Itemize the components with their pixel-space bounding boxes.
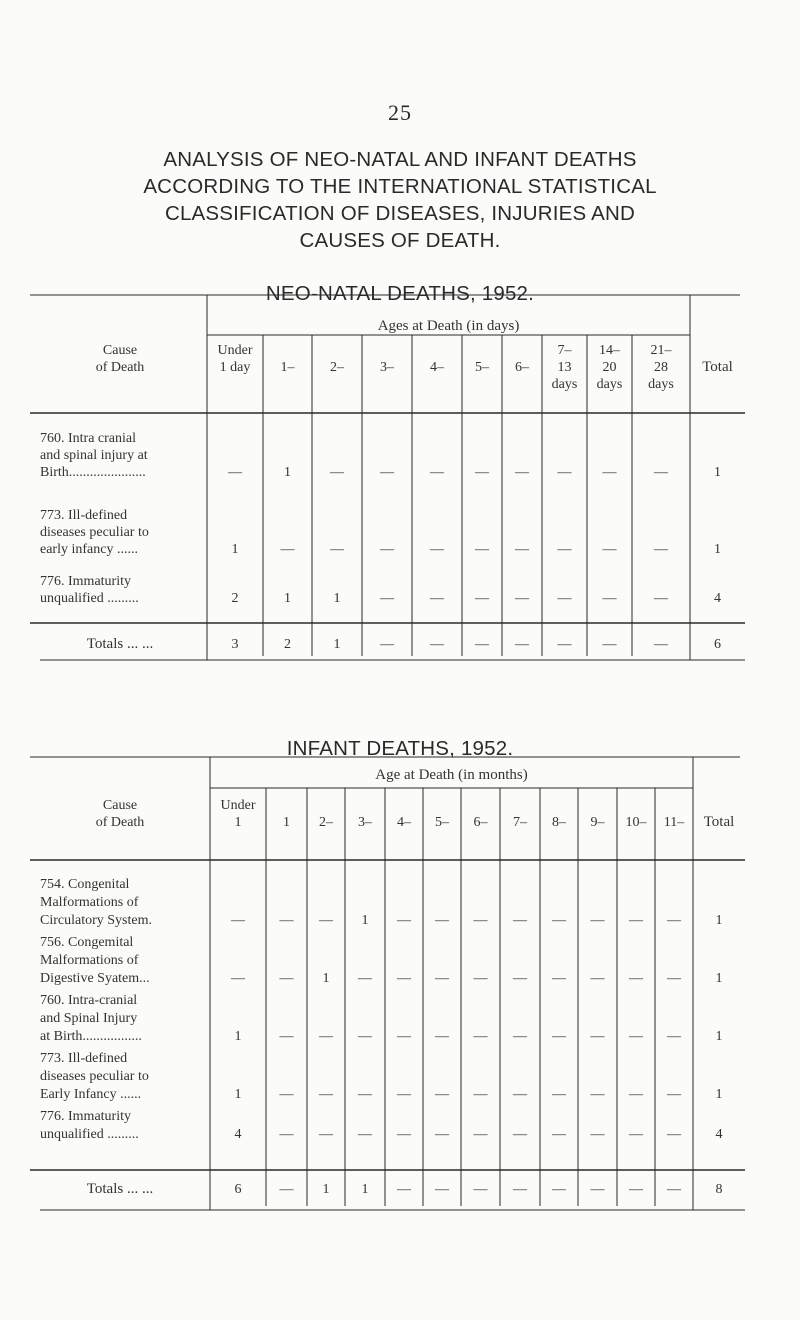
age-column-header: 20 (602, 360, 617, 375)
totals-value: — (590, 1182, 605, 1197)
total-header: Total (703, 814, 735, 830)
age-column-header: 7– (557, 343, 572, 358)
cell-value: — (602, 465, 617, 480)
cell-value: — (319, 1087, 333, 1102)
cell-value: — (552, 1087, 566, 1102)
cell-value: — (552, 1029, 566, 1044)
cell-value: — (397, 913, 411, 928)
age-column-header: 9– (590, 815, 605, 830)
cell-value: — (380, 542, 394, 557)
cell-value: — (228, 465, 242, 480)
cause-text: Circulatory System. (40, 913, 152, 928)
cell-value: — (629, 971, 643, 986)
cell-value: — (397, 1127, 411, 1142)
cell-value: — (231, 913, 245, 928)
cause-text: 773. Ill-defined (40, 1051, 128, 1066)
age-column-header: 1 (283, 815, 290, 830)
cell-value: — (475, 542, 489, 557)
report-title-line: ACCORDING TO THE INTERNATIONAL STATISTICAL (143, 175, 657, 198)
grand-total: 6 (714, 637, 721, 652)
cell-value: — (473, 971, 488, 986)
cause-header-line: of Death (95, 815, 145, 830)
cause-text: 776. Immaturity (40, 574, 131, 589)
cell-value: — (397, 971, 411, 986)
cell-value: — (435, 1087, 449, 1102)
cell-value: — (475, 465, 489, 480)
cell-value: — (473, 1087, 488, 1102)
grand-total: 8 (715, 1182, 723, 1197)
age-column-header: 1– (280, 360, 295, 375)
cell-value: — (667, 1127, 681, 1142)
age-column-header: days (648, 377, 674, 392)
cause-text: 776. Immaturity (40, 1109, 131, 1124)
cell-value: — (473, 913, 488, 928)
age-column-header: 4– (430, 360, 444, 375)
totals-value: — (515, 637, 529, 652)
age-column-header: 3– (380, 360, 394, 375)
cause-text: at Birth................. (40, 1029, 142, 1044)
cell-value: — (430, 591, 444, 606)
cell-value: — (475, 591, 489, 606)
cell-value: — (380, 591, 394, 606)
cell-value: — (557, 542, 572, 557)
cell-value: — (515, 465, 529, 480)
totals-value: — (602, 637, 617, 652)
row-total: 1 (715, 1029, 723, 1044)
cell-value: — (330, 542, 344, 557)
cell-value: — (629, 1029, 643, 1044)
cell-value: — (279, 913, 294, 928)
cause-text: 773. Ill-defined (40, 508, 128, 523)
cell-value: — (590, 971, 605, 986)
cell-value: — (358, 1029, 372, 1044)
age-column-header: 28 (654, 360, 668, 375)
totals-value: 3 (231, 637, 239, 652)
totals-value: — (380, 637, 394, 652)
cell-value: — (667, 913, 681, 928)
age-column-header: 7– (513, 815, 527, 830)
totals-label: Totals ... ... (86, 1181, 154, 1197)
cell-value: — (435, 913, 449, 928)
row-total: 4 (715, 1127, 723, 1142)
cell-value: 1 (284, 465, 291, 480)
cell-value: — (629, 913, 643, 928)
totals-value: — (473, 1182, 488, 1197)
report-title-line: CAUSES OF DEATH. (299, 229, 501, 252)
totals-value: 1 (322, 1182, 330, 1197)
cause-text: 760. Intra cranial (40, 431, 137, 446)
age-column-header: Under (217, 343, 253, 358)
cell-value: — (358, 1087, 372, 1102)
cell-value: — (280, 542, 295, 557)
age-column-header: 5– (475, 360, 489, 375)
cell-value: — (629, 1127, 643, 1142)
cell-value: — (513, 1127, 527, 1142)
cause-text: unqualified ......... (40, 1127, 139, 1142)
cell-value: — (435, 1127, 449, 1142)
cause-text: 756. Congemital (40, 935, 134, 950)
cause-text: Malformations of (40, 895, 139, 910)
cause-text: 754. Congenital (40, 877, 130, 892)
cell-value: — (435, 971, 449, 986)
cell-value: — (654, 591, 668, 606)
cell-value: — (552, 913, 566, 928)
totals-value: — (557, 637, 572, 652)
age-column-header: days (551, 377, 578, 392)
row-total: 4 (714, 591, 721, 606)
cell-value: — (279, 1087, 294, 1102)
totals-value: — (654, 637, 668, 652)
cell-value: — (380, 465, 394, 480)
cell-value: — (667, 971, 681, 986)
report-title-line: ANALYSIS OF NEO-NATAL AND INFANT DEATHS (163, 148, 637, 171)
totals-value: 1 (361, 1182, 369, 1197)
report-title-line: CLASSIFICATION OF DISEASES, INJURIES AND (164, 202, 636, 225)
cell-value: 1 (361, 913, 369, 928)
age-column-header: 8– (552, 815, 566, 830)
cell-value: — (279, 971, 294, 986)
cause-text: 760. Intra-cranial (40, 993, 138, 1008)
age-group-header: Ages at Death (in days) (377, 318, 520, 334)
totals-value: 6 (234, 1182, 242, 1197)
cell-value: — (552, 1127, 566, 1142)
cell-value: — (513, 971, 527, 986)
totals-value: — (397, 1182, 411, 1197)
totals-label: Totals ... ... (86, 636, 154, 652)
cause-text: Malformations of (40, 953, 139, 968)
age-column-header: 21– (650, 343, 672, 358)
cell-value: — (557, 465, 572, 480)
age-column-header: 14– (599, 343, 620, 358)
cell-value: — (515, 591, 529, 606)
cause-text: Digestive Syatem... (40, 971, 150, 986)
totals-value: — (513, 1182, 527, 1197)
age-group-header: Age at Death (in months) (375, 767, 528, 783)
cell-value: — (513, 1029, 527, 1044)
age-column-header: 11– (663, 815, 685, 830)
cause-text: Early Infancy ...... (40, 1087, 142, 1102)
infant-table-title: INFANT DEATHS, 1952. (286, 737, 514, 760)
page-number: 25 (388, 100, 412, 125)
cause-text: Birth...................... (40, 465, 146, 480)
totals-value: — (667, 1182, 681, 1197)
row-total: 1 (715, 1087, 723, 1102)
totals-value: — (552, 1182, 566, 1197)
cell-value: — (319, 1029, 333, 1044)
cell-value: — (602, 542, 617, 557)
cause-text: and Spinal Injury (40, 1011, 138, 1026)
cell-value: — (667, 1029, 681, 1044)
cell-value: — (473, 1127, 488, 1142)
totals-value: — (475, 637, 489, 652)
total-header: Total (702, 359, 733, 375)
cell-value: 2 (231, 591, 239, 606)
cell-value: — (590, 1127, 605, 1142)
cell-value: 1 (231, 542, 239, 557)
age-column-header: 2– (319, 815, 333, 830)
cause-header-line: Cause (102, 798, 138, 813)
cell-value: — (319, 1127, 333, 1142)
age-column-header: 10– (625, 815, 647, 830)
cell-value: — (430, 542, 444, 557)
cell-value: — (358, 1127, 372, 1142)
cell-value: — (397, 1029, 411, 1044)
age-column-header: 1 day (219, 360, 251, 375)
age-column-header: 6– (473, 815, 488, 830)
totals-value: — (435, 1182, 449, 1197)
cell-value: — (435, 1029, 449, 1044)
cell-value: — (319, 913, 333, 928)
age-column-header: days (596, 377, 623, 392)
cause-header-line: Cause (102, 343, 138, 358)
cell-value: 1 (333, 591, 341, 606)
cell-value: 4 (234, 1127, 242, 1142)
cell-value: — (590, 1087, 605, 1102)
cell-value: — (629, 1087, 643, 1102)
cell-value: — (430, 465, 444, 480)
cause-header-line: of Death (95, 360, 145, 375)
cell-value: — (231, 971, 245, 986)
age-column-header: 3– (358, 815, 372, 830)
totals-value: — (279, 1182, 294, 1197)
cell-value: — (513, 1087, 527, 1102)
cell-value: — (552, 971, 566, 986)
totals-value: 1 (333, 637, 341, 652)
neonatal-table-title: NEO-NATAL DEATHS, 1952. (265, 282, 535, 305)
row-total: 1 (714, 465, 721, 480)
totals-value: 2 (284, 637, 291, 652)
cell-value: — (279, 1029, 294, 1044)
cell-value: — (557, 591, 572, 606)
cell-value: — (654, 542, 668, 557)
cause-text: unqualified ......... (40, 591, 139, 606)
totals-value: — (629, 1182, 643, 1197)
cause-text: and spinal injury at (40, 448, 148, 463)
age-column-header: 1 (234, 815, 242, 830)
cause-text: diseases peculiar to (40, 525, 149, 540)
row-total: 1 (714, 542, 721, 557)
cell-value: — (473, 1029, 488, 1044)
age-column-header: 4– (397, 815, 411, 830)
totals-value: — (430, 637, 444, 652)
cell-value: — (590, 1029, 605, 1044)
age-column-header: Under (220, 798, 256, 813)
cell-value: — (515, 542, 529, 557)
age-column-header: 6– (515, 360, 529, 375)
cell-value: — (513, 913, 527, 928)
cell-value: 1 (284, 591, 291, 606)
cell-value: — (654, 465, 668, 480)
cell-value: 1 (234, 1087, 242, 1102)
cell-value: — (602, 591, 617, 606)
cell-value: — (358, 971, 372, 986)
cell-value: — (397, 1087, 411, 1102)
age-column-header: 5– (435, 815, 449, 830)
cell-value: 1 (322, 971, 330, 986)
cell-value: 1 (234, 1029, 242, 1044)
row-total: 1 (715, 913, 723, 928)
cause-text: early infancy ...... (40, 542, 138, 557)
cell-value: — (667, 1087, 681, 1102)
age-column-header: 2– (330, 360, 344, 375)
cell-value: — (330, 465, 344, 480)
cell-value: — (590, 913, 605, 928)
row-total: 1 (715, 971, 723, 986)
age-column-header: 13 (557, 360, 572, 375)
cause-text: diseases peculiar to (40, 1069, 149, 1084)
cell-value: — (279, 1127, 294, 1142)
